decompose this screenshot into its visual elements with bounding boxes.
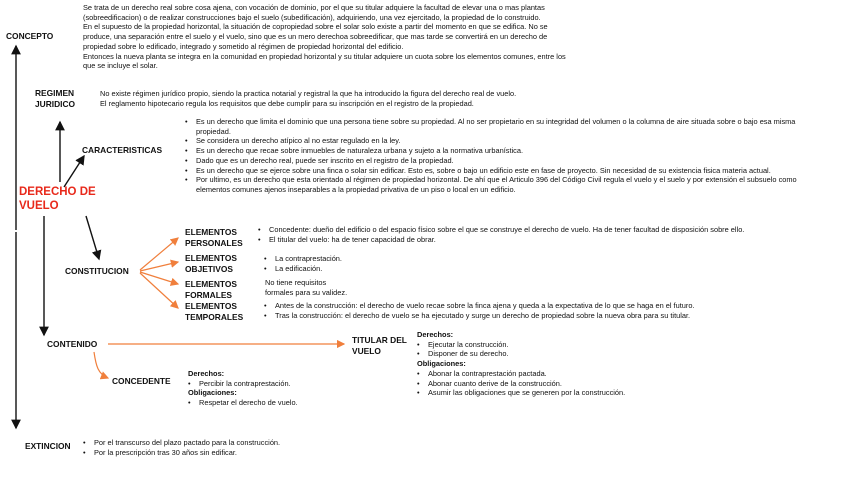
titular-derechos-label: Derechos:	[417, 330, 454, 339]
personales-label: ELEMENTOS PERSONALES	[185, 227, 243, 248]
list-item: • Es un derecho que limita el dominio que una persona tiene sobre su propiedad. Al no ser propietario en su integridad del volumen o la columna de aire situada sobre o bajo esa misma propiedad.	[185, 117, 825, 136]
arrow-objetivos	[140, 262, 178, 271]
concedente-label: CONCEDENTE	[112, 376, 171, 386]
list-item: • Abonar la contraprestación pactada.	[417, 369, 737, 379]
list-item: • Concedente: dueño del edificio o del espacio físico sobre el que se construye el derecho de vuelo. Ha de tener facultad de disposición sobre ello.	[258, 225, 844, 235]
list-item: • Antes de la construcción: el derecho de vuelo recae sobre la finca ajena y queda a la expectativa de lo que se haga en el futuro.	[264, 301, 824, 311]
formales-text: No tiene requisitos formales para su validez.	[265, 278, 348, 297]
list-item: • Ejecutar la construcción.	[417, 340, 737, 350]
concepto-line: propiedad sobre lo edificado, integrado y sometido al régimen de propiedad horizontal del edificio.	[83, 41, 404, 51]
list-item: • Tras la construcción: el derecho de vuelo se ha ejecutado y surge un derecho de propiedad sobre la nueva obra para su titular.	[264, 311, 824, 321]
concedente-obligaciones-label: Obligaciones:	[188, 388, 237, 398]
concepto-line: Entonces la nueva planta se integra en la comunidad en propiedad horizontal y su titular adquiere un cuota sobre los elementos comunes, entre los	[83, 51, 566, 61]
list-item: • Respetar el derecho de vuelo.	[188, 398, 408, 408]
list-item: • Dado que es un derecho real, puede ser inscrito en el registro de la propiedad.	[185, 156, 825, 166]
list-item: • Asumir las obligaciones que se generen por la construcción.	[417, 388, 737, 398]
concepto-line: que se incluye el solar.	[83, 61, 158, 71]
regimen-line: No existe régimen jurídico propio, siendo la practica notarial y registral la que ha introducido la figura del derecho real de vuelo.	[100, 89, 517, 98]
list-item: • Abonar cuanto derive de la construcción.	[417, 379, 737, 389]
arrow-personales	[140, 238, 178, 270]
list-item: • Disponer de su derecho.	[417, 349, 737, 359]
concedente-block	[188, 369, 408, 408]
list-item: • El titular del vuelo: ha de tener capacidad de obrar.	[258, 235, 844, 245]
main-title: DERECHO DE VUELO	[19, 186, 96, 212]
concedente-derechos-label: Derechos:	[188, 369, 225, 378]
titular-block	[417, 330, 737, 398]
titular-obligaciones-list	[417, 369, 737, 398]
arrow-caracteristicas	[64, 156, 84, 187]
list-item: • La edificación.	[264, 264, 564, 274]
list-item: • Por el transcurso del plazo pactado para la construcción.	[83, 438, 403, 448]
concepto-line: produce, una separación entre el suelo y el vuelo, sino que es un mero derechoa sobreedificar, que mas tarde se convertirá en un derecho de	[83, 32, 548, 42]
list-item: • Es un derecho que se ejerce sobre una finca o solar sin edificar. Esto es, sobre o bajo un edificio este en fase de proyecto. Sin necesidad de su existencia fisica materia actual.	[185, 166, 825, 176]
formales-label: ELEMENTOS FORMALES	[185, 279, 237, 300]
temporales-label: ELEMENTOS TEMPORALES	[185, 301, 244, 322]
list-item: • Es un derecho que recae sobre inmuebles de naturaleza urbana y sujeto a la normativa urbanística.	[185, 146, 825, 156]
concedente-obligaciones-list	[188, 398, 408, 408]
constitucion-label: CONSTITUCION	[65, 266, 129, 276]
list-item: • Por ultimo, es un derecho que esta orientado al régimen de propiedad horizontal. De ahí que el Articulo 396 del Código Civil regula el vuelo y el suelo y por extensión el subsuelo como elementos comunes ajenos inseparables a la propiedad privativa de un piso o local en un edificio.	[185, 175, 825, 194]
regimen-text	[100, 89, 620, 108]
extincion-list	[83, 438, 403, 457]
titular-label: TITULAR DEL VUELO	[352, 335, 407, 356]
concepto-line: En el supuesto de la propiedad horizontal, la situación de copropiedad sobre el solar solo existe a partir del momento en que se edifica. No se	[83, 22, 548, 32]
list-item: • Se considera un derecho atípico al no estar regulado en la ley.	[185, 136, 825, 146]
temporales-list	[264, 301, 824, 320]
personales-list	[258, 225, 844, 244]
caracteristicas-label: CARACTERISTICAS	[82, 145, 163, 155]
list-item: • La contraprestación.	[264, 254, 564, 264]
extincion-label: EXTINCION	[25, 441, 71, 451]
arrow-concedente	[94, 352, 108, 378]
titular-derechos-list	[417, 340, 737, 359]
objetivos-list	[264, 254, 564, 273]
arrow-constitucion	[86, 216, 99, 259]
list-item: • Por la prescripción tras 30 años sin edificar.	[83, 448, 403, 458]
concepto-line: Se trata de un derecho real sobre cosa ajena, con vocación de dominio, por el que su titular adquiere la facultad de elevar una o mas plantas	[83, 3, 545, 12]
concepto-line: (sobreedificacion) o de realizar construcciones bajo el suelo (subedificación), adquiriendo, una vez ejercitado, la propiedad de lo construido.	[83, 12, 541, 22]
caracteristicas-list	[185, 117, 825, 195]
concedente-derechos-list	[188, 379, 408, 389]
contenido-label: CONTENIDO	[47, 339, 98, 349]
regimen-line: El reglamento hipotecario regula los requisitos que debe cumplir para su inscripción en el registro de la propiedad.	[100, 98, 474, 108]
concepto-text	[83, 3, 643, 71]
regimen-label: REGIMEN JURIDICO	[35, 88, 76, 109]
list-item: • Percibir la contraprestación.	[188, 379, 408, 389]
concepto-label: CONCEPTO	[6, 31, 54, 41]
objetivos-label: ELEMENTOS OBJETIVOS	[185, 253, 237, 274]
titular-obligaciones-label: Obligaciones:	[417, 359, 466, 369]
